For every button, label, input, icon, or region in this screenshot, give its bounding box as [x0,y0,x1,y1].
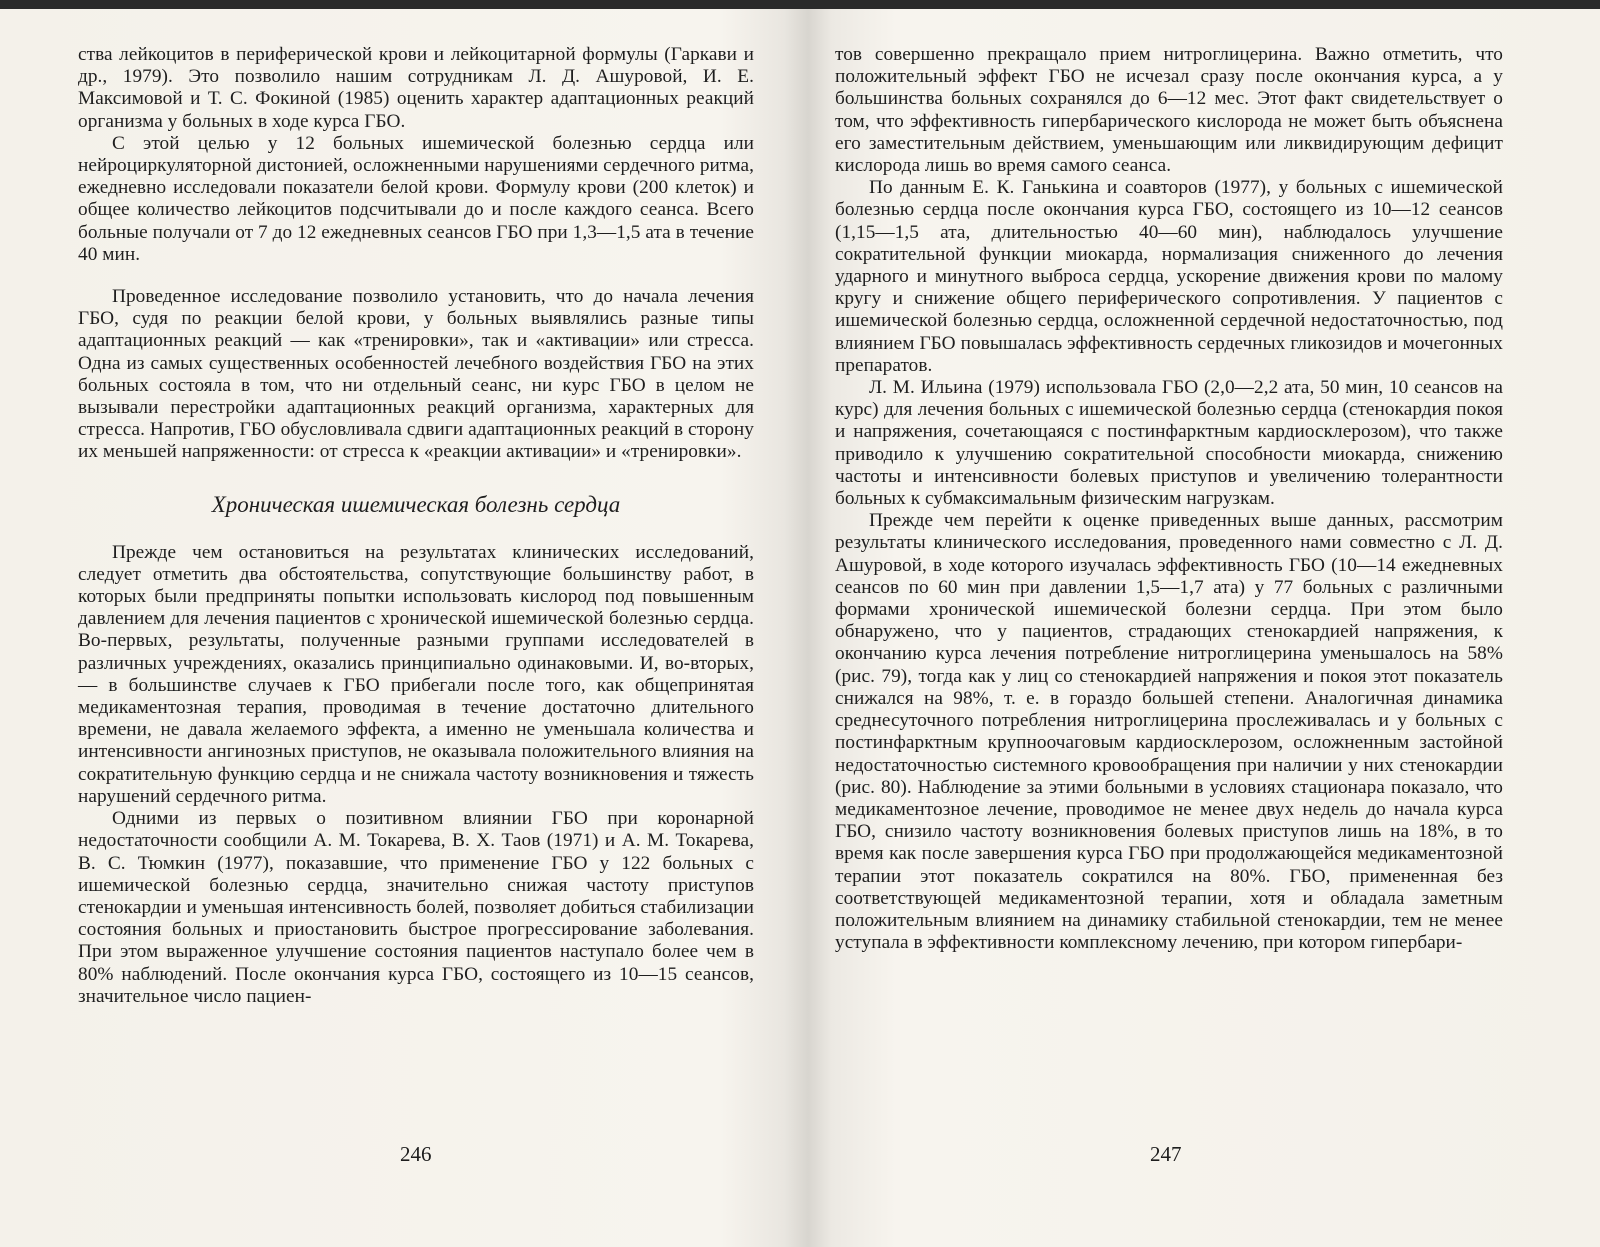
right-paragraph-2: По данным Е. К. Ганькина и соавторов (1977), у больных с ишемической болезнью сердца после окончания курса ГБО, состоящего из 10—12 сеансов (1,15—1,5 ата, длительностью 40—60 мин), наблюдалось улучшение сократительной функции миокарда, нормализация сниженного до лечения ударного и минутного выброса сердца, ускорение движения крови по малому кругу и снижение общего периферического сопротивления. У пациентов с ишемической болезнью сердца, осложненной сердечной недостаточностью, под влиянием ГБО повышалась эффективность сердечных гликозидов и мочегонных препаратов. [835,177,1503,376]
left-paragraph-5: Одними из первых о позитивном влиянии ГБО при коронарной недостаточности сообщили А. М. Токарева, В. Х. Таов (1971) и А. М. Токарева, В. С. Тюмкин (1977), показавшие, что применение ГБО у 122 больных с ишемической болезнью сердца, значительно снижая частоту приступов стенокардии и уменьшая интенсивность болей, позволяет добиться стабилизации состояния больных и приостановить быстрое прогрессирование заболевания. При этом выраженное улучшение состояния пациентов наступало более чем в 80% наблюдений. После окончания курса ГБО, состоящего из 10—15 сеансов, значительное число пациен- [78,808,754,1007]
section-heading: Хроническая ишемическая болезнь сердца [211,491,621,517]
right-page-number: 247 [1150,1142,1182,1166]
right-page [835,44,1503,954]
left-page [78,44,754,1008]
scan-top-edge [0,0,1600,9]
left-page-number: 246 [400,1142,432,1166]
left-paragraph-3: Проведенное исследование позволило установить, что до начала лечения ГБО, судя по реакции белой крови, у больных выявлялись разные типы адаптационных реакций — как «тренировки», так и «активации» или стресса. Одна из самых существенных особенностей лечебного воздействия ГБО на этих больных состояла в том, что ни отдельный сеанс, ни курс ГБО в целом не вызывали перестройки адаптационных реакций организма, характерных для стресса. Напротив, ГБО обусловливала сдвиги адаптационных реакций в сторону их меньшей напряженности: от стресса к «реакции активации» и «тренировки». [78,286,754,463]
left-paragraph-1: ства лейкоцитов в периферической крови и лейкоцитарной формулы (Гаркави и др., 1979). Это позволило нашим сотрудникам Л. Д. Ашуровой, И. Е. Максимовой и Т. С. Фокиной (1985) оценить характер адаптационных реакций организма у больных в ходе курса ГБО. [78,44,754,132]
left-paragraph-2: С этой целью у 12 больных ишемической болезнью сердца или нейроциркуляторной дистонией, осложненными нарушениями сердечного ритма, ежедневно исследовали показатели белой крови. Формулу крови (200 клеток) и общее количество лейкоцитов подсчитывали до и после каждого сеанса. Всего больные получали от 7 до 12 ежедневных сеансов ГБО при 1,3—1,5 ата в течение 40 мин. [78,132,754,265]
right-paragraph-3: Л. М. Ильина (1979) использовала ГБО (2,0—2,2 ата, 50 мин, 10 сеансов на курс) для лечения больных с ишемической болезнью сердца (стенокардия покоя и напряжения, сочетающаяся с постинфарктным кардиосклерозом), что также приводило к улучшению сократительной способности миокарда, снижению частоты и интенсивности болевых приступов и увеличению толерантности больных к субмаксимальным физическим нагрузкам. [835,377,1503,510]
right-paragraph-1: тов совершенно прекращало прием нитроглицерина. Важно отметить, что положительный эффект ГБО не исчезал сразу после окончания курса, а у большинства больных сохранялся до 6—12 мес. Этот факт свидетельствует о том, что эффективность гипербарического кислорода не может быть объяснена его заместительным действием, уменьшающим или ликвидирующим дефицит кислорода лишь во время самого сеанса. [835,44,1503,177]
paragraph-gap [78,266,754,286]
left-paragraph-4: Прежде чем остановиться на результатах клинических исследований, следует отметить два обстоятельства, сопутствующие большинству работ, в которых были предприняты попытки использовать кислород под повышенным давлением для лечения пациентов с хронической ишемической болезнью сердца. Во-первых, результаты, полученные разными группами исследователей в различных учреждениях, оказались принципиально одинаковыми. И, во-вторых,— в большинстве случаев к ГБО прибегали после того, как общепринятая медикаментозная терапия, проводимая в течение достаточно длительного времени, не давала желаемого эффекта, а именно не уменьшала количества и интенсивности ангинозных приступов, не оказывала положительного влияния на сократительную функцию сердца и не снижала частоту возникновения и тяжесть нарушений сердечного ритма. [78,541,754,807]
right-paragraph-4: Прежде чем перейти к оценке приведенных выше данных, рассмотрим результаты клинического исследования, проведенного нами совместно с Л. Д. Ашуровой, в ходе которого изучалась эффективность ГБО (10—14 ежедневных сеансов по 60 мин при давлении 1,5—1,7 ата) у 77 больных с различными формами хронической ишемической болезни сердца. При этом было обнаружено, что у пациентов, страдающих стенокардией напряжения, к окончанию курса лечения потребление нитроглицерина уменьшалось на 58% (рис. 79), тогда как у лиц со стенокардией напряжения и покоя этот показатель снижался на 98%, т. е. в гораздо большей степени. Аналогичная динамика среднесуточного потребления нитроглицерина прослеживалась и у больных с постинфарктным крупноочаговым кардиосклерозом, осложненным застойной недостаточностью системного кровообращения при наличии у них стенокардии (рис. 80). Наблюдение за этими больными в условиях стационара показало, что медикаментозное лечение, проводимое не менее двух недель до начала курса ГБО, снизило частоту возникновения болевых приступов лишь на 18%, в то время как после завершения курса ГБО при продолжающейся медикаментозной терапии этот показатель сократился на 80%. ГБО, примененная без соответствующей медикаментозной терапии, хотя и обладала заметным положительным влиянием на динамику стабильной стенокардии, тем не менее уступала в эффективности комплексному лечению, при котором гипербари- [835,510,1503,954]
